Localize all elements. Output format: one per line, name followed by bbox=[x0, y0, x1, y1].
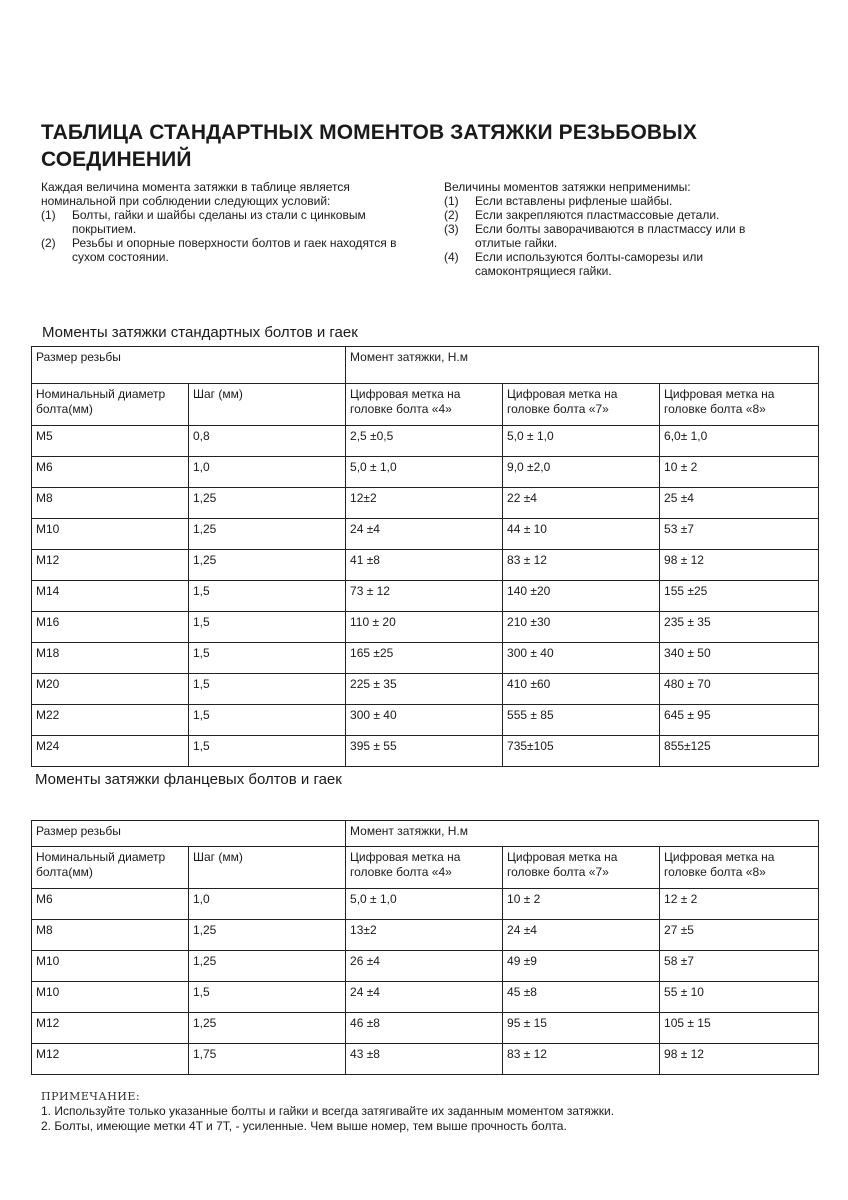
cell-torque-4: 395 ± 55 bbox=[346, 736, 503, 767]
list-item-number: (1) bbox=[444, 194, 459, 208]
cell-torque-4: 26 ±4 bbox=[346, 951, 503, 982]
list-item-number: (2) bbox=[444, 208, 459, 222]
flange-bolts-table bbox=[31, 820, 819, 1075]
cell-pitch: 1,5 bbox=[189, 736, 346, 767]
list-item-number: (4) bbox=[444, 250, 459, 264]
cell-torque-4: 5,0 ± 1,0 bbox=[346, 457, 503, 488]
cell-torque-4: 24 ±4 bbox=[346, 982, 503, 1013]
subheader-row bbox=[32, 384, 819, 426]
cell-torque-4: 46 ±8 bbox=[346, 1013, 503, 1044]
table-row bbox=[32, 1013, 819, 1044]
table-row bbox=[32, 457, 819, 488]
cell-torque-8: 98 ± 12 bbox=[660, 1044, 819, 1075]
cell-torque-4: 41 ±8 bbox=[346, 550, 503, 581]
conditions-block bbox=[41, 180, 401, 264]
table-row bbox=[32, 550, 819, 581]
col-header-mark-7: Цифровая метка на головке болта «7» bbox=[503, 847, 660, 889]
col-header-pitch: Шаг (мм) bbox=[189, 847, 346, 889]
note-block bbox=[41, 1089, 614, 1134]
cell-torque-4: 13±2 bbox=[346, 920, 503, 951]
table-row bbox=[32, 612, 819, 643]
cell-torque-4: 43 ±8 bbox=[346, 1044, 503, 1075]
cell-pitch: 1,5 bbox=[189, 705, 346, 736]
cell-torque-4: 12±2 bbox=[346, 488, 503, 519]
table-row bbox=[32, 736, 819, 767]
cell-torque-4: 2,5 ±0,5 bbox=[346, 426, 503, 457]
list-item-number: (1) bbox=[41, 208, 56, 222]
cell-torque-8: 6,0± 1,0 bbox=[660, 426, 819, 457]
cell-torque-8: 27 ±5 bbox=[660, 920, 819, 951]
note-item-2: 2. Болты, имеющие метки 4T и 7T, - усиленные. Чем выше номер, тем выше прочность болта. bbox=[41, 1119, 567, 1133]
list-item-number: (3) bbox=[444, 222, 459, 236]
cell-torque-7: 210 ±30 bbox=[503, 612, 660, 643]
cell-pitch: 1,75 bbox=[189, 1044, 346, 1075]
table-row bbox=[32, 889, 819, 920]
cell-diameter: M10 bbox=[32, 951, 189, 982]
cell-torque-4: 73 ± 12 bbox=[346, 581, 503, 612]
cell-pitch: 1,25 bbox=[189, 550, 346, 581]
cell-pitch: 1,0 bbox=[189, 457, 346, 488]
list-item bbox=[444, 250, 774, 278]
cell-torque-7: 24 ±4 bbox=[503, 920, 660, 951]
cell-torque-8: 10 ± 2 bbox=[660, 457, 819, 488]
table-row bbox=[32, 643, 819, 674]
cell-torque-4: 165 ±25 bbox=[346, 643, 503, 674]
cell-pitch: 1,25 bbox=[189, 519, 346, 550]
cell-torque-8: 58 ±7 bbox=[660, 951, 819, 982]
cell-torque-7: 44 ± 10 bbox=[503, 519, 660, 550]
cell-torque-4: 225 ± 35 bbox=[346, 674, 503, 705]
list-item bbox=[444, 194, 774, 208]
col-header-mark-8: Цифровая метка на головке болта «8» bbox=[660, 847, 819, 889]
table-row bbox=[32, 519, 819, 550]
cell-torque-8: 855±125 bbox=[660, 736, 819, 767]
subheader-row bbox=[32, 847, 819, 889]
cell-torque-7: 83 ± 12 bbox=[503, 550, 660, 581]
cell-torque-7: 555 ± 85 bbox=[503, 705, 660, 736]
cell-torque-7: 300 ± 40 bbox=[503, 643, 660, 674]
cell-torque-4: 300 ± 40 bbox=[346, 705, 503, 736]
table-row bbox=[32, 705, 819, 736]
cell-pitch: 1,5 bbox=[189, 612, 346, 643]
col-header-diameter: Номинальный диаметр болта(мм) bbox=[32, 847, 189, 889]
cell-diameter: M14 bbox=[32, 581, 189, 612]
list-item-text: Если болты заворачиваются в пластмассу или в отлитые гайки. bbox=[475, 222, 746, 250]
cell-torque-4: 5,0 ± 1,0 bbox=[346, 889, 503, 920]
table-row bbox=[32, 426, 819, 457]
cell-torque-7: 10 ± 2 bbox=[503, 889, 660, 920]
cell-torque-7: 49 ±9 bbox=[503, 951, 660, 982]
list-item-text: Резьбы и опорные поверхности болтов и гаек находятся в сухом состоянии. bbox=[72, 236, 397, 264]
note-item-1: 1. Используйте только указанные болты и гайки и всегда затягивайте их заданным моментом затяжки. bbox=[41, 1104, 615, 1118]
cell-pitch: 1,25 bbox=[189, 951, 346, 982]
list-item-text: Болты, гайки и шайбы сделаны из стали с цинковым покрытием. bbox=[72, 208, 366, 236]
cell-torque-8: 340 ± 50 bbox=[660, 643, 819, 674]
cell-pitch: 0,8 bbox=[189, 426, 346, 457]
exceptions-lead: Величины моментов затяжки неприменимы: bbox=[444, 180, 691, 194]
cell-torque-7: 83 ± 12 bbox=[503, 1044, 660, 1075]
cell-diameter: M10 bbox=[32, 519, 189, 550]
cell-diameter: M24 bbox=[32, 736, 189, 767]
col-header-diameter: Номинальный диаметр болта(мм) bbox=[32, 384, 189, 426]
header-thread-size: Размер резьбы bbox=[32, 347, 346, 384]
cell-pitch: 1,25 bbox=[189, 920, 346, 951]
col-header-pitch: Шаг (мм) bbox=[189, 384, 346, 426]
cell-pitch: 1,25 bbox=[189, 488, 346, 519]
cell-pitch: 1,5 bbox=[189, 581, 346, 612]
header-torque: Момент затяжки, Н.м bbox=[346, 347, 819, 384]
standard-bolts-table bbox=[31, 346, 819, 767]
header-row bbox=[32, 821, 819, 847]
cell-torque-4: 110 ± 20 bbox=[346, 612, 503, 643]
section-title-flange: Моменты затяжки фланцевых болтов и гаек bbox=[35, 771, 342, 788]
cell-torque-8: 105 ± 15 bbox=[660, 1013, 819, 1044]
conditions-lead: Каждая величина момента затяжки в таблице является номинальной при соблюдении следующих условий: bbox=[41, 180, 350, 208]
cell-diameter: M5 bbox=[32, 426, 189, 457]
col-header-mark-8: Цифровая метка на головке болта «8» bbox=[660, 384, 819, 426]
section-title-standard: Моменты затяжки стандартных болтов и гаек bbox=[42, 324, 358, 341]
cell-torque-4: 24 ±4 bbox=[346, 519, 503, 550]
list-item-text: Если закрепляются пластмассовые детали. bbox=[475, 208, 720, 222]
cell-torque-7: 410 ±60 bbox=[503, 674, 660, 705]
cell-diameter: M8 bbox=[32, 920, 189, 951]
cell-torque-8: 25 ±4 bbox=[660, 488, 819, 519]
cell-torque-8: 12 ± 2 bbox=[660, 889, 819, 920]
cell-diameter: M6 bbox=[32, 457, 189, 488]
col-header-mark-4: Цифровая метка на головке болта «4» bbox=[346, 384, 503, 426]
col-header-mark-4: Цифровая метка на головке болта «4» bbox=[346, 847, 503, 889]
cell-torque-7: 735±105 bbox=[503, 736, 660, 767]
cell-diameter: M10 bbox=[32, 982, 189, 1013]
cell-pitch: 1,5 bbox=[189, 643, 346, 674]
cell-diameter: M6 bbox=[32, 889, 189, 920]
cell-torque-8: 480 ± 70 bbox=[660, 674, 819, 705]
header-thread-size: Размер резьбы bbox=[32, 821, 346, 847]
cell-diameter: M20 bbox=[32, 674, 189, 705]
cell-diameter: M12 bbox=[32, 1013, 189, 1044]
table-row bbox=[32, 581, 819, 612]
cell-pitch: 1,5 bbox=[189, 674, 346, 705]
col-header-mark-7: Цифровая метка на головке болта «7» bbox=[503, 384, 660, 426]
cell-pitch: 1,5 bbox=[189, 982, 346, 1013]
list-item bbox=[41, 208, 401, 236]
cell-torque-7: 22 ±4 bbox=[503, 488, 660, 519]
cell-torque-8: 53 ±7 bbox=[660, 519, 819, 550]
list-item-text: Если вставлены рифленые шайбы. bbox=[475, 194, 673, 208]
conditions-list bbox=[41, 208, 401, 264]
list-item-text: Если используются болты-саморезы или самоконтрящиеся гайки. bbox=[475, 250, 704, 278]
list-item-number: (2) bbox=[41, 236, 56, 250]
table-row bbox=[32, 951, 819, 982]
cell-torque-8: 55 ± 10 bbox=[660, 982, 819, 1013]
table-row bbox=[32, 920, 819, 951]
cell-torque-7: 5,0 ± 1,0 bbox=[503, 426, 660, 457]
cell-torque-8: 235 ± 35 bbox=[660, 612, 819, 643]
exceptions-block bbox=[444, 180, 774, 278]
header-row bbox=[32, 347, 819, 384]
cell-pitch: 1,0 bbox=[189, 889, 346, 920]
cell-pitch: 1,25 bbox=[189, 1013, 346, 1044]
list-item bbox=[41, 236, 401, 264]
table-row bbox=[32, 1044, 819, 1075]
cell-torque-8: 645 ± 95 bbox=[660, 705, 819, 736]
cell-diameter: M22 bbox=[32, 705, 189, 736]
table-row bbox=[32, 488, 819, 519]
exceptions-list bbox=[444, 194, 774, 278]
cell-diameter: M12 bbox=[32, 550, 189, 581]
cell-diameter: M16 bbox=[32, 612, 189, 643]
page-title: ТАБЛИЦА СТАНДАРТНЫХ МОМЕНТОВ ЗАТЯЖКИ РЕЗЬБОВЫХ СОЕДИНЕНИЙ bbox=[41, 121, 697, 171]
table-row bbox=[32, 674, 819, 705]
cell-torque-8: 155 ±25 bbox=[660, 581, 819, 612]
cell-torque-7: 45 ±8 bbox=[503, 982, 660, 1013]
cell-torque-7: 95 ± 15 bbox=[503, 1013, 660, 1044]
cell-torque-7: 140 ±20 bbox=[503, 581, 660, 612]
note-title: ПРИМЕЧАНИЕ: bbox=[41, 1090, 141, 1103]
cell-diameter: M12 bbox=[32, 1044, 189, 1075]
header-torque: Момент затяжки, Н.м bbox=[346, 821, 819, 847]
list-item bbox=[444, 222, 774, 250]
cell-torque-8: 98 ± 12 bbox=[660, 550, 819, 581]
cell-torque-7: 9,0 ±2,0 bbox=[503, 457, 660, 488]
cell-diameter: M8 bbox=[32, 488, 189, 519]
list-item bbox=[444, 208, 774, 222]
table-row bbox=[32, 982, 819, 1013]
cell-diameter: M18 bbox=[32, 643, 189, 674]
